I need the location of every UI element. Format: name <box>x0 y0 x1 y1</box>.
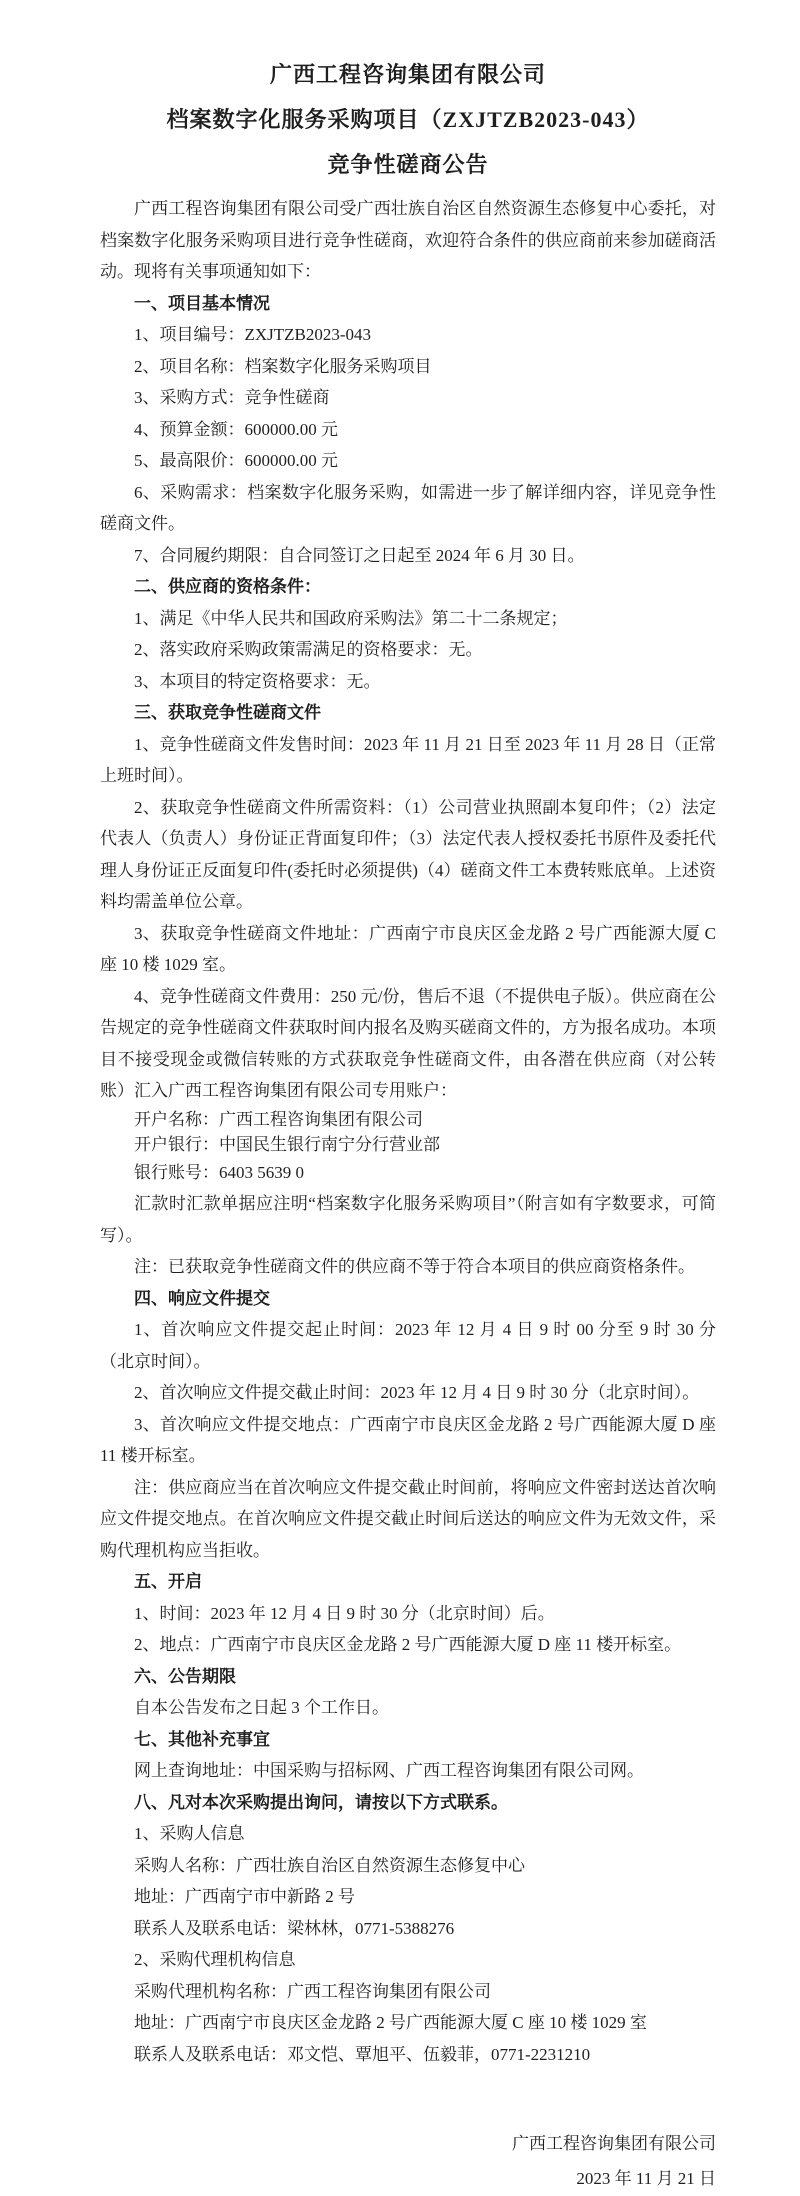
paragraph: 2、首次响应文件提交截止时间：2023 年 12 月 4 日 9 时 30 分（北京时间）。 <box>134 1383 700 1402</box>
paragraph: 2、采购代理机构信息 <box>134 1950 296 1969</box>
paragraph: 地址：广西南宁市中新路 2 号 <box>134 1887 355 1906</box>
paragraph: 采购人名称：广西壮族自治区自然资源生态修复中心 <box>134 1855 525 1875</box>
paragraph: 注：供应商应当在首次响应文件提交截止时间前，将响应文件密封送达首次响应文件提交地点。在首次响应文件提交截止时间后送达的响应文件为无效文件，采购代理机构应当拒收。 <box>100 1477 716 1560</box>
section-heading: 一、项目基本情况 <box>134 293 270 313</box>
section-heading: 七、其他补充事宜 <box>134 1729 270 1749</box>
section-heading: 四、响应文件提交 <box>134 1288 270 1308</box>
paragraph: 2、项目名称：档案数字化服务采购项目 <box>134 356 432 376</box>
signature-company: 广西工程咨询集团有限公司 <box>512 2134 716 2153</box>
document-title-company: 广西工程咨询集团有限公司 <box>269 62 546 87</box>
paragraph: 2、获取竞争性磋商文件所需资料：（1）公司营业执照副本复印件；（2）法定代表人（负责人）身份证正背面复印件；（3）法定代表人授权委托书原件及委托代理人身份证正反面复印件(委托时必须提供)（4）磋商文件工本费转账底单。上述资料均需盖单位公章。 <box>100 797 716 911</box>
paragraph: 1、采购人信息 <box>134 1824 245 1843</box>
paragraph: 采购代理机构名称：广西工程咨询集团有限公司 <box>134 1981 491 2001</box>
signature-date: 2023 年 11 月 21 日 <box>576 2169 716 2188</box>
paragraph: 汇款时汇款单据应注明“档案数字化服务采购项目”（附言如有字数要求，可简写）。 <box>100 1194 716 1245</box>
paragraph: 联系人及联系电话：梁林林，0771-5388276 <box>134 1918 455 1938</box>
paragraph: 1、项目编号：ZXJTZB2023-043 <box>134 325 372 344</box>
signature-block <box>100 2126 716 2196</box>
paragraph: 1、满足《中华人民共和国政府采购法》第二十二条规定； <box>134 608 568 628</box>
paragraph: 网上查询地址：中国采购与招标网、广西工程咨询集团有限公司网。 <box>134 1761 644 1780</box>
paragraph: 1、首次响应文件提交起止时间：2023 年 12 月 4 日 9 时 00 分至 9 时 30 分（北京时间）。 <box>100 1320 716 1371</box>
paragraph: 3、首次响应文件提交地点：广西南宁市良庆区金龙路 2 号广西能源大厦 D 座 11 楼开标室。 <box>100 1414 716 1465</box>
paragraph: 4、预算金额：600000.00 元 <box>134 419 338 439</box>
section-heading: 六、公告期限 <box>134 1666 236 1686</box>
document-title-block <box>100 52 716 187</box>
document-title-project: 档案数字化服务采购项目（ZXJTZB2023-043） <box>166 107 650 132</box>
document-title-announcement-type: 竞争性磋商公告 <box>327 152 489 177</box>
section-heading: 三、获取竞争性磋商文件 <box>134 703 321 722</box>
paragraph: 银行账号：6403 5639 0 <box>134 1162 304 1182</box>
section-heading: 二、供应商的资格条件： <box>134 577 321 596</box>
paragraph: 广西工程咨询集团有限公司受广西壮族自治区自然资源生态修复中心委托，对档案数字化服务采购项目进行竞争性磋商，欢迎符合条件的供应商前来参加磋商活动。现将有关事项通知如下： <box>100 199 716 281</box>
paragraph: 2、地点：广西南宁市良庆区金龙路 2 号广西能源大厦 D 座 11 楼开标室。 <box>134 1635 682 1654</box>
document-body <box>100 193 716 2070</box>
section-heading: 八、凡对本次采购提出询问，请按以下方式联系。 <box>134 1792 508 1812</box>
paragraph: 注：已获取竞争性磋商文件的供应商不等于符合本项目的供应商资格条件。 <box>134 1257 695 1276</box>
paragraph: 1、时间：2023 年 12 月 4 日 9 时 30 分（北京时间）后。 <box>134 1603 555 1623</box>
paragraph: 1、竞争性磋商文件发售时间：2023 年 11 月 21 日至 2023 年 11 月 28 日（正常上班时间）。 <box>100 734 716 785</box>
paragraph: 5、最高限价：600000.00 元 <box>134 451 338 470</box>
paragraph: 7、合同履约期限：自合同签订之日起至 2024 年 6 月 30 日。 <box>134 545 585 565</box>
paragraph: 自本公告发布之日起 3 个工作日。 <box>134 1698 389 1717</box>
paragraph: 3、本项目的特定资格要求：无。 <box>134 671 381 691</box>
paragraph: 地址：广西南宁市良庆区金龙路 2 号广西能源大厦 C 座 10 楼 1029 室 <box>134 2013 647 2032</box>
paragraph: 2、落实政府采购政策需满足的资格要求：无。 <box>134 640 483 659</box>
paragraph: 开户银行：中国民生银行南宁分行营业部 <box>134 1134 440 1154</box>
paragraph: 3、采购方式：竞争性磋商 <box>134 388 330 407</box>
paragraph: 联系人及联系电话：邓文恺、覃旭平、伍毅菲，0771-2231210 <box>134 2044 591 2064</box>
paragraph: 3、获取竞争性磋商文件地址：广西南宁市良庆区金龙路 2 号广西能源大厦 C 座 10 楼 1029 室。 <box>100 923 716 974</box>
section-heading: 五、开启 <box>134 1572 202 1591</box>
paragraph: 6、采购需求：档案数字化服务采购，如需进一步了解详细内容，详见竞争性磋商文件。 <box>100 482 716 533</box>
paragraph: 4、竞争性磋商文件费用：250 元/份，售后不退（不提供电子版）。供应商在公告规定的竞争性磋商文件获取时间内报名及购买磋商文件的，方为报名成功。本项目不接受现金或微信转账的方式获取竞争性磋商文件，由各潜在供应商（对公转账）汇入广西工程咨询集团有限公司专用账户： <box>100 986 716 1100</box>
paragraph: 开户名称：广西工程咨询集团有限公司 <box>134 1109 423 1129</box>
